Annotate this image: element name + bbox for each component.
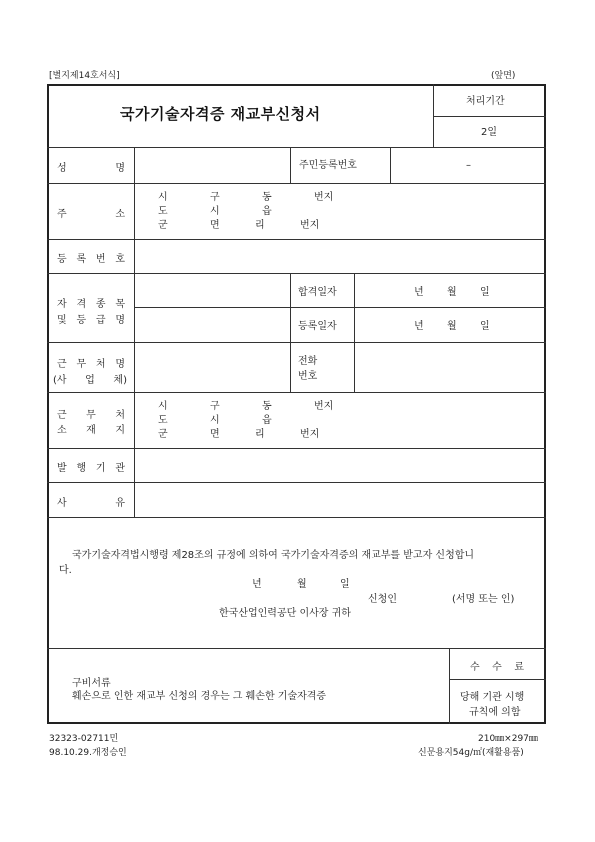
address-unit: 번지 bbox=[300, 429, 320, 440]
address-unit: 읍 bbox=[262, 206, 272, 217]
address-unit: 읍 bbox=[262, 415, 272, 426]
fee-label: 수 수 료 bbox=[470, 662, 524, 673]
required-documents-heading: 구비서류 bbox=[72, 678, 111, 689]
recipient: 한국산업인력공단 이사장 귀하 bbox=[219, 608, 351, 619]
address-unit: 동 bbox=[262, 401, 272, 412]
workplace-label-line2: (사 업 체) bbox=[53, 375, 127, 386]
date-unit-month: 월 bbox=[447, 321, 457, 332]
divider bbox=[354, 273, 355, 342]
divider bbox=[47, 648, 546, 649]
address-unit: 번지 bbox=[314, 401, 334, 412]
divider bbox=[433, 116, 546, 117]
phone-label-line2: 번호 bbox=[298, 371, 318, 382]
phone-field[interactable] bbox=[356, 344, 544, 390]
divider bbox=[47, 517, 546, 518]
address-unit: 시 bbox=[158, 192, 168, 203]
date-unit-day: 일 bbox=[340, 579, 350, 590]
date-unit-day: 일 bbox=[480, 287, 490, 298]
fee-text-line1: 당해 기관 시행 bbox=[460, 692, 525, 703]
paper-size: 210㎜×297㎜ bbox=[478, 734, 538, 744]
form-title: 국가기술자격증 재교부신청서 bbox=[120, 105, 321, 123]
work-address-label-line2: 소 재 지 bbox=[57, 425, 125, 436]
pass-date-label: 합격일자 bbox=[298, 287, 337, 298]
processing-period-label: 처리기간 bbox=[466, 96, 505, 107]
applicant-field[interactable] bbox=[402, 591, 448, 607]
workplace-name-field[interactable] bbox=[136, 344, 288, 390]
approval-date: 98.10.29.개정승인 bbox=[49, 748, 127, 758]
name-label: 성 명 bbox=[57, 163, 125, 174]
required-documents-text: 훼손으로 인한 재교부 신청의 경우는 그 훼손한 기술자격증 bbox=[72, 691, 327, 702]
address-unit: 구 bbox=[210, 192, 220, 203]
processing-period-value: 2일 bbox=[481, 127, 498, 138]
divider bbox=[449, 648, 450, 724]
signature-label: (서명 또는 인) bbox=[452, 594, 515, 605]
divider bbox=[134, 147, 135, 517]
divider bbox=[390, 147, 391, 183]
date-unit-year: 년 bbox=[414, 287, 424, 298]
work-address-label-line1: 근 무 처 bbox=[57, 410, 125, 421]
work-address-field[interactable] bbox=[136, 394, 544, 446]
address-unit: 면 bbox=[210, 220, 220, 231]
reason-label: 사 유 bbox=[57, 498, 125, 509]
divider bbox=[290, 147, 291, 183]
workplace-label-line1: 근 무 처 명 bbox=[57, 359, 125, 370]
divider bbox=[433, 84, 434, 147]
divider bbox=[47, 392, 546, 393]
issuer-label: 발 행 기 관 bbox=[57, 463, 125, 474]
statement-line2: 다. bbox=[59, 565, 72, 576]
address-unit: 동 bbox=[262, 192, 272, 203]
registration-number-label: 등 록 번 호 bbox=[57, 254, 125, 265]
date-unit-day: 일 bbox=[480, 321, 490, 332]
qualification-field-2[interactable] bbox=[136, 309, 288, 340]
address-unit: 번지 bbox=[300, 220, 320, 231]
address-unit: 군 bbox=[158, 220, 168, 231]
address-unit: 시 bbox=[210, 415, 220, 426]
registration-number-field[interactable] bbox=[136, 241, 544, 271]
resident-number-field[interactable] bbox=[392, 149, 544, 181]
qualification-label-line1: 자 격 종 목 bbox=[57, 299, 125, 310]
divider bbox=[290, 273, 291, 342]
qualification-label-line2: 및 등 급 명 bbox=[57, 315, 125, 326]
address-field[interactable] bbox=[136, 185, 544, 237]
divider bbox=[134, 307, 546, 308]
resident-number-separator: – bbox=[466, 160, 471, 171]
address-unit: 면 bbox=[210, 429, 220, 440]
address-unit: 도 bbox=[158, 206, 168, 217]
date-unit-month: 월 bbox=[447, 287, 457, 298]
address-unit: 도 bbox=[158, 415, 168, 426]
date-unit-year: 년 bbox=[252, 579, 262, 590]
divider bbox=[47, 183, 546, 184]
date-unit-year: 년 bbox=[414, 321, 424, 332]
divider bbox=[47, 273, 546, 274]
address-label: 주 소 bbox=[57, 209, 125, 220]
reason-field[interactable] bbox=[136, 484, 544, 515]
qualification-field-1[interactable] bbox=[136, 275, 288, 305]
address-unit: 리 bbox=[255, 220, 265, 231]
divider bbox=[47, 482, 546, 483]
address-unit: 리 bbox=[255, 429, 265, 440]
address-unit: 시 bbox=[158, 401, 168, 412]
date-unit-month: 월 bbox=[297, 579, 307, 590]
form-number: [별지제14호서식] bbox=[49, 71, 120, 81]
divider bbox=[47, 448, 546, 449]
statement-line1: 국가기술자격법시행령 제28조의 규정에 의하여 국가기술자격증의 재교부를 받고자 신청합니 bbox=[72, 550, 475, 561]
fee-text-line2: 규칙에 의함 bbox=[469, 707, 521, 718]
address-unit: 구 bbox=[210, 401, 220, 412]
divider bbox=[354, 342, 355, 392]
divider bbox=[47, 342, 546, 343]
name-field[interactable] bbox=[136, 149, 288, 181]
paper-type: 신문용지54g/㎡(재활용품) bbox=[418, 748, 524, 758]
page-side-label: (앞면) bbox=[491, 71, 516, 81]
divider bbox=[47, 147, 546, 148]
divider bbox=[449, 679, 546, 680]
form-code: 32323-02711민 bbox=[49, 734, 119, 744]
address-unit: 번지 bbox=[314, 192, 334, 203]
address-unit: 군 bbox=[158, 429, 168, 440]
issuer-field[interactable] bbox=[136, 450, 544, 480]
resident-number-label: 주민등록번호 bbox=[299, 160, 357, 171]
registration-date-label: 등록일자 bbox=[298, 321, 337, 332]
address-unit: 시 bbox=[210, 206, 220, 217]
phone-label-line1: 전화 bbox=[298, 356, 318, 367]
applicant-label: 신청인 bbox=[368, 594, 397, 605]
divider bbox=[290, 342, 291, 392]
divider bbox=[47, 239, 546, 240]
